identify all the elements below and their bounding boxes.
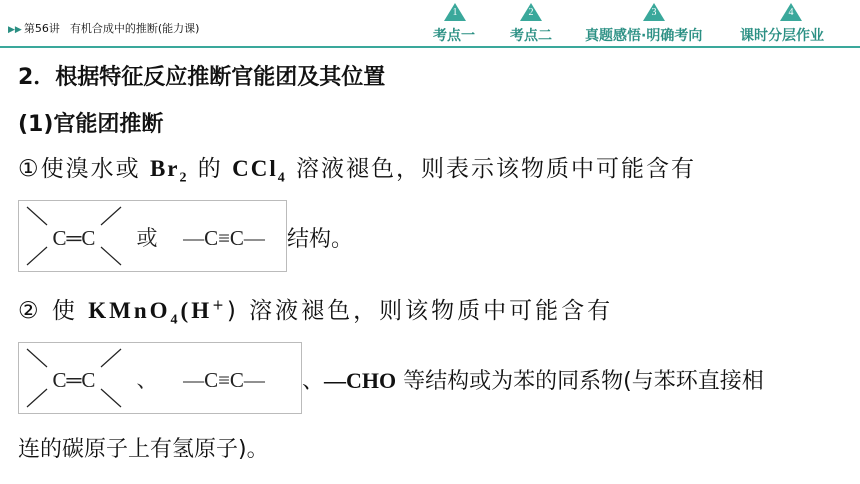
lecture-title: ▶▶ 第56讲 有机合成中的推断(能力课) [8,22,200,35]
item-2-tail: 、—CHO 等结构或为苯的同系物(与苯环直接相 [302,368,764,394]
section-title: 2．根据特征反应推断官能团及其位置 [18,65,386,90]
tab-number-marker: 1 [444,3,466,21]
tab-number-marker: 4 [780,3,802,21]
structure-box-1 [18,200,287,272]
tab-number-marker: 2 [520,3,542,21]
alkyne-label: —C≡C— [183,368,265,392]
play-arrow-icon: ▶▶ [8,25,22,35]
subsection-title: (1)官能团推断 [18,112,164,137]
tab-real-exam[interactable]: 真题感悟·明确考向 [585,28,703,44]
header-divider [0,46,860,48]
tab-number-marker: 3 [643,3,665,21]
alkene-label: C═C [52,368,96,392]
tab-kaodian-2[interactable]: 考点二 [510,28,552,44]
header-bar [0,0,860,46]
item-1-text: ①使溴水或 $Br_2$ 的 CCl$_4$ 溶液褪色，则表示该物质中可能含有 [18,156,697,186]
alkene-label: C═C [52,226,96,250]
structure-box-2 [18,342,302,414]
item-2-continuation: 连的碳原子上有氢原子)。 [18,437,269,462]
alkyne-label: —C≡C— [183,226,265,250]
item-1-tail: 结构。 [287,227,354,252]
structure-diagram-1 [19,201,286,271]
tab-homework[interactable]: 课时分层作业 [740,28,824,44]
tab-kaodian-1[interactable]: 考点一 [433,28,475,44]
separator-label: 、 [136,368,158,392]
item-2-text: ② 使 KMnO$_4$(H+) 溶液褪色，则该物质中可能含有 [18,297,614,328]
structure-diagram-2 [19,343,301,413]
or-label: 或 [136,226,158,250]
